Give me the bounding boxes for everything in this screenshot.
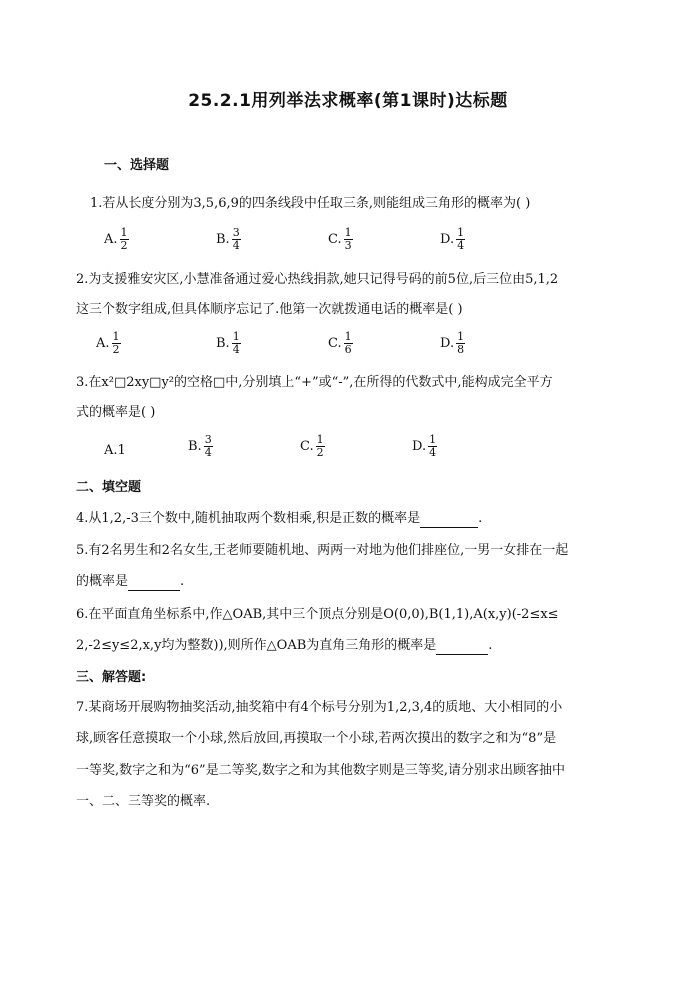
numerator: 1 (457, 226, 465, 239)
option-label: D. (440, 232, 455, 247)
fraction (232, 227, 241, 252)
numerator: 1 (112, 330, 120, 343)
answer-blank (420, 511, 478, 528)
denominator: 6 (344, 343, 352, 356)
numerator: 3 (204, 433, 212, 446)
q1-option-b (216, 227, 241, 252)
fraction (428, 434, 437, 459)
option-label: A.1 (104, 443, 126, 458)
denominator: 3 (344, 239, 352, 252)
section-heading-solve: 三、解答题: (76, 670, 147, 685)
q2-option-d (440, 331, 465, 356)
question-2-line-2: 这三个数字组成,但具体顺序忘记了.他第一次就拨通电话的概率是( ) (76, 302, 463, 317)
numerator: 1 (120, 226, 128, 239)
question-5-end: . (180, 574, 185, 589)
numerator: 1 (232, 330, 240, 343)
numerator: 1 (344, 330, 352, 343)
fraction (232, 331, 241, 356)
q3-option-c (300, 434, 325, 459)
numerator: 1 (316, 433, 324, 446)
option-label: A. (96, 336, 110, 351)
denominator: 4 (429, 446, 437, 459)
page-title: 25.2.1用列举法求概率(第1课时)达标题 (188, 91, 508, 111)
fraction (204, 434, 213, 459)
question-6-text: 2,-2≤y≤2,x,y均为整数)),则所作△OAB为直角三角形的概率是 (76, 638, 437, 653)
answer-blank (436, 638, 488, 655)
denominator: 4 (232, 239, 240, 252)
question-5-line-1: 5.有2名男生和2名女生,王老师要随机地、两两一对地为他们排座位,一男一女排在一起 (76, 543, 569, 558)
option-label: B. (188, 439, 202, 454)
q1-option-d (440, 227, 465, 252)
option-label: B. (216, 232, 230, 247)
question-5-line-2 (76, 574, 184, 591)
fraction (344, 227, 353, 252)
fraction (456, 227, 465, 252)
fraction (456, 331, 465, 356)
numerator: 1 (429, 433, 437, 446)
question-4-text: 4.从1,2,-3三个数中,随机抽取两个数相乘,积是正数的概率是 (76, 511, 421, 526)
denominator: 4 (457, 239, 465, 252)
fraction (120, 227, 129, 252)
question-4 (76, 511, 482, 528)
option-label: A. (104, 232, 118, 247)
option-label: C. (300, 439, 314, 454)
option-label: B. (216, 336, 230, 351)
answer-blank (128, 574, 180, 591)
question-7-line-2: 球,顾客任意摸取一个小球,然后放回,再摸取一个小球,若两次摸出的数字之和为“8”是 (76, 731, 557, 746)
q3-option-d (412, 434, 437, 459)
question-6-line-2 (76, 638, 492, 655)
denominator: 8 (457, 343, 465, 356)
option-label: D. (412, 439, 427, 454)
section-heading-choice: 一、选择题 (104, 158, 170, 173)
question-5-text: 的概率是 (76, 574, 129, 589)
question-6-end: . (488, 638, 493, 653)
option-label: D. (440, 336, 455, 351)
numerator: 1 (457, 330, 465, 343)
fraction (316, 434, 325, 459)
denominator: 2 (316, 446, 324, 459)
denominator: 2 (120, 239, 128, 252)
q1-option-c (328, 227, 353, 252)
q2-option-a (96, 331, 121, 356)
question-7-line-1: 7.某商场开展购物抽奖活动,抽奖箱中有4个标号分别为1,2,3,4的质地、大小相同的小 (76, 700, 563, 715)
q2-option-c (328, 331, 353, 356)
question-4-end: . (478, 511, 483, 526)
numerator: 3 (232, 226, 240, 239)
denominator: 2 (112, 343, 120, 356)
numerator: 1 (344, 226, 352, 239)
fraction (344, 331, 353, 356)
question-3-line-1: 3.在x²□2xy□y²的空格□中,分别填上“+”或“-”,在所得的代数式中,能构成完全平方 (76, 375, 553, 390)
question-2-line-1: 2.为支援雅安灾区,小慧准备通过爱心热线捐款,她只记得号码的前5位,后三位由5,1,2 (76, 272, 559, 287)
question-7-line-4: 一、二、三等奖的概率. (76, 794, 211, 809)
option-label: C. (328, 232, 342, 247)
question-3-line-2: 式的概率是( ) (76, 405, 156, 420)
section-heading-fill: 二、填空题 (76, 480, 142, 495)
denominator: 4 (204, 446, 212, 459)
question-7-line-3: 一等奖,数字之和为“6”是二等奖,数字之和为其他数字则是三等奖,请分别求出顾客抽中 (76, 763, 565, 778)
fraction (112, 331, 121, 356)
denominator: 4 (232, 343, 240, 356)
question-6-line-1: 6.在平面直角坐标系中,作△OAB,其中三个顶点分别是O(0,0),B(1,1),A(x,y)(-2≤x≤ (76, 607, 559, 622)
q2-option-b (216, 331, 241, 356)
option-label: C. (328, 336, 342, 351)
q1-option-a (104, 227, 129, 252)
q3-option-a (104, 443, 126, 458)
question-1-text: 1.若从长度分别为3,5,6,9的四条线段中任取三条,则能组成三角形的概率为( ) (90, 196, 531, 211)
q3-option-b (188, 434, 213, 459)
